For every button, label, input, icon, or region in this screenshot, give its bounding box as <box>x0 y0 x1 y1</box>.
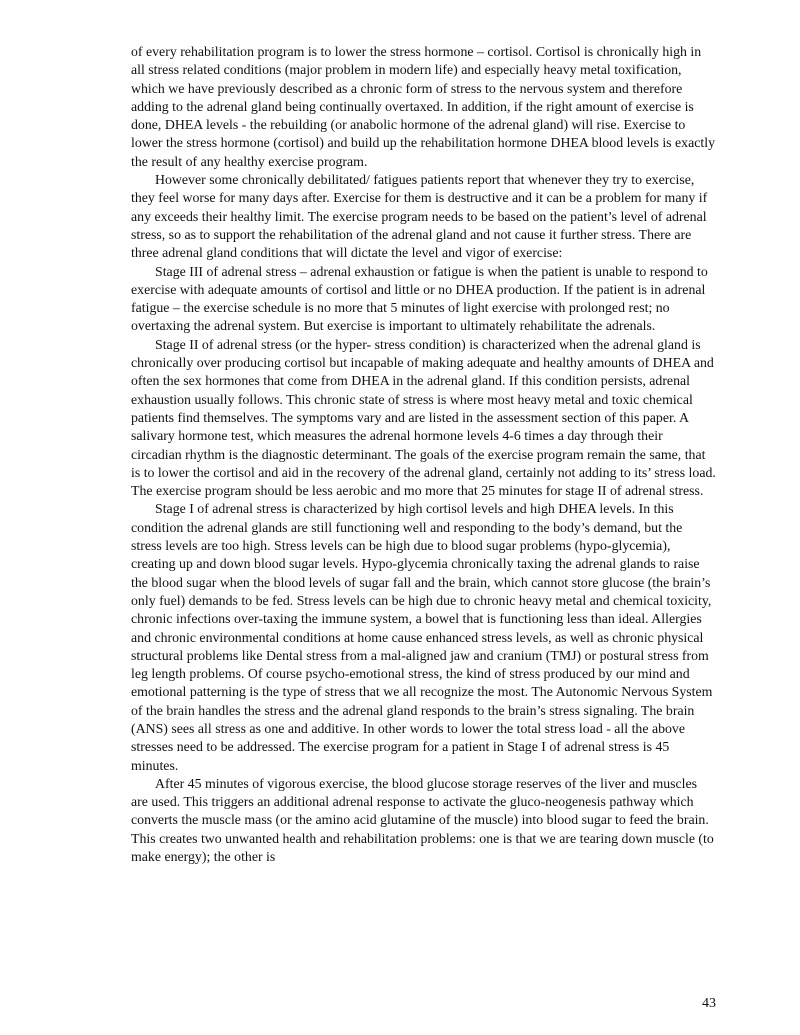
paragraph-stage-ii: Stage II of adrenal stress (or the hyper- stress condition) is characterized when the adrenal gland is chronically over producing cortisol but incapable of making adequate and healthy amounts of DHEA and often the sex hormones that come from DHEA in the adrenal gland. If this condition persists, adrenal exhaustion usually follows. This chronic state of stress is where most heavy metal and toxic chemical patients find themselves. The symptoms vary and are listed in the assessment section of this paper. A salivary hormone test, which measures the adrenal hormone levels 4-6 times a day through their circadian rhythm is the diagnostic determinant. The goals of the exercise program remain the same, that is to lower the cortisol and aid in the recovery of the adrenal gland, certainly not adding to its’ stress load. The exercise program should be less aerobic and mo more that 25 minutes for stage II of adrenal stress. <box>131 336 716 499</box>
paragraph-fatigue-patients: However some chronically debilitated/ fatigues patients report that whenever they try to exercise, they feel worse for many days after. Exercise for them is destructive and it can be a problem for many if any exceeds their healthy limit. The exercise program needs to be based on the patient’s level of adrenal stress, so as to support the rehabilitation of the adrenal gland and not cause it further stress. There are three adrenal gland conditions that will dictate the level and vigor of exercise: <box>131 172 708 261</box>
paragraph-continuation: of every rehabilitation program is to lower the stress hormone – cortisol. Cortisol is chronically high in all stress related conditions (major problem in modern life) and especially heavy metal toxification, which we have previously described as a chronic form of stress to the nervous system and therefore adding to the adrenal gland being continually overtaxed. In addition, if the right amount of exercise is done, DHEA levels - the rebuilding (or anabolic hormone of the adrenal gland) will rise. Exercise to lower the stress hormone (cortisol) and build up the rehabilitation hormone DHEA blood levels is exactly the result of any healthy exercise program. <box>131 44 715 169</box>
paragraph-after-45-minutes: After 45 minutes of vigorous exercise, the blood glucose storage reserves of the liver and muscles are used. This triggers an additional adrenal response to activate the gluco-neogenesis pathway which converts the muscle mass (or the amino acid glutamine of the muscle) into blood sugar to feed the brain. This creates two unwanted health and rehabilitation problems: one is that we are tearing down muscle (to make energy); the other is <box>131 775 714 865</box>
paragraph-stage-i: Stage I of adrenal stress is characterized by high cortisol levels and high DHEA levels. In this condition the adrenal glands are still functioning well and responding to the body’s demand, but the stress levels are too high. Stress levels can be high due to blood sugar problems (hypo-glycemia), creating up and down blood sugar levels. Hypo-glycemia chronically taxing the adrenal glands to raise the blood sugar when the blood levels of sugar fall and the brain, which cannot store glucose (the brain’s only fuel) demands to be fed. Stress levels can be high due to chronic heavy metal and chemical toxicity, chronic infections over-taxing the immune system, a bowel that is functioning less than ideal. Allergies and chronic environmental conditions at home cause enhanced stress levels, as well as chronic physical structural problems like Dental stress from a mal-aligned jaw and cranium (TMJ) or postural stress from leg length problems. Of course psycho-emotional stress, the kind of stress produced by our mind and emotional patterning is the type of stress that we all recognize the most. The Autonomic Nervous System of the brain handles the stress and the adrenal gland responds to the brain’s stress signaling. The brain (ANS) sees all stress as one and additive. In other words to lower the total stress load - all the above stresses need to be addressed. The exercise program for a patient in Stage I of adrenal stress is 45 minutes. <box>131 501 713 773</box>
page-number: 43 <box>702 996 716 1011</box>
paragraph-stage-iii: Stage III of adrenal stress – adrenal exhaustion or fatigue is when the patient is unable to respond to exercise with adequate amounts of cortisol and little or no DHEA production. If the patient is in adrenal fatigue – the exercise schedule is no more that 5 minutes of light exercise with prolonged rest; no overtaxing the adrenal system. But exercise is important to ultimately rehabilitate the adrenals. <box>131 263 708 334</box>
body-text <box>131 43 716 866</box>
